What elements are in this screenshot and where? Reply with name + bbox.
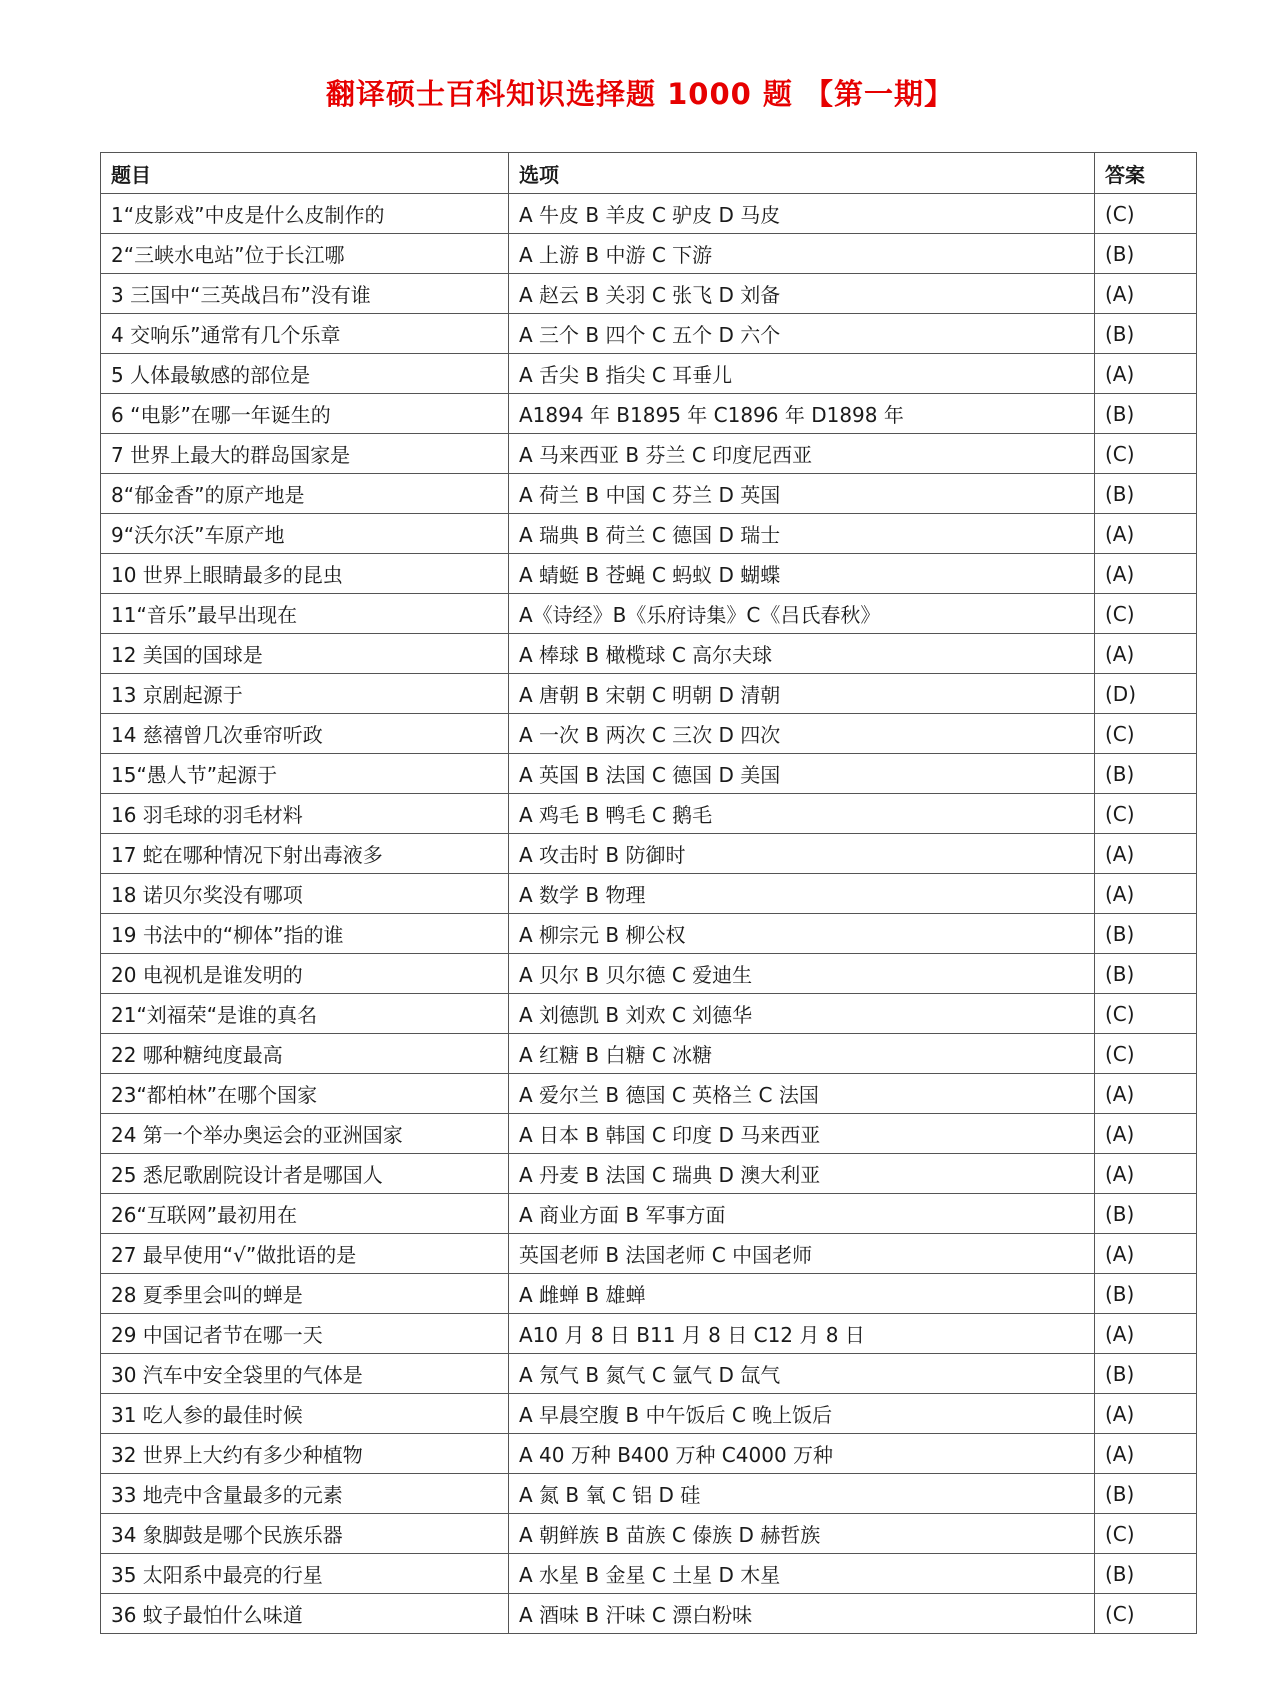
table-row <box>101 1194 1197 1234</box>
answer-cell: (B) <box>1095 234 1197 274</box>
question-cell: 34 象脚鼓是哪个民族乐器 <box>101 1514 509 1554</box>
answer-cell: (B) <box>1095 474 1197 514</box>
question-cell: 21“刘福荣“是谁的真名 <box>101 994 509 1034</box>
table-row <box>101 194 1197 234</box>
options-cell: A 赵云 B 关羽 C 张飞 D 刘备 <box>509 274 1095 314</box>
question-cell: 29 中国记者节在哪一天 <box>101 1314 509 1354</box>
question-cell: 26“互联网”最初用在 <box>101 1194 509 1234</box>
options-cell: A 水星 B 金星 C 土星 D 木星 <box>509 1554 1095 1594</box>
options-cell: A 雌蝉 B 雄蝉 <box>509 1274 1095 1314</box>
question-cell: 12 美国的国球是 <box>101 634 509 674</box>
table-row <box>101 434 1197 474</box>
table-row <box>101 354 1197 394</box>
options-cell: A 荷兰 B 中国 C 芬兰 D 英国 <box>509 474 1095 514</box>
question-cell: 15“愚人节”起源于 <box>101 754 509 794</box>
table-row <box>101 874 1197 914</box>
options-cell: A 蜻蜓 B 苍蝇 C 蚂蚁 D 蝴蝶 <box>509 554 1095 594</box>
question-cell: 32 世界上大约有多少种植物 <box>101 1434 509 1474</box>
table-row <box>101 1514 1197 1554</box>
answer-cell: (C) <box>1095 1034 1197 1074</box>
question-cell: 14 慈禧曾几次垂帘听政 <box>101 714 509 754</box>
question-cell: 35 太阳系中最亮的行星 <box>101 1554 509 1594</box>
header-options: 选项 <box>509 153 1095 194</box>
table-row <box>101 754 1197 794</box>
answer-cell: (A) <box>1095 634 1197 674</box>
answer-cell: (A) <box>1095 874 1197 914</box>
answer-cell: (B) <box>1095 314 1197 354</box>
answer-cell: (D) <box>1095 674 1197 714</box>
options-cell: A1894 年 B1895 年 C1896 年 D1898 年 <box>509 394 1095 434</box>
table-row <box>101 594 1197 634</box>
question-cell: 17 蛇在哪种情况下射出毒液多 <box>101 834 509 874</box>
question-cell: 7 世界上最大的群岛国家是 <box>101 434 509 474</box>
options-cell: A 酒味 B 汗味 C 漂白粉味 <box>509 1594 1095 1634</box>
answer-cell: (C) <box>1095 994 1197 1034</box>
table-row <box>101 1034 1197 1074</box>
header-answer: 答案 <box>1095 153 1197 194</box>
question-cell: 6 “电影”在哪一年诞生的 <box>101 394 509 434</box>
question-cell: 33 地壳中含量最多的元素 <box>101 1474 509 1514</box>
table-row <box>101 274 1197 314</box>
options-cell: A 红糖 B 白糖 C 冰糖 <box>509 1034 1095 1074</box>
table-body <box>101 194 1197 1634</box>
answer-cell: (B) <box>1095 754 1197 794</box>
question-cell: 25 悉尼歌剧院设计者是哪国人 <box>101 1154 509 1194</box>
question-cell: 22 哪种糖纯度最高 <box>101 1034 509 1074</box>
answer-cell: (A) <box>1095 274 1197 314</box>
options-cell: A 棒球 B 橄榄球 C 高尔夫球 <box>509 634 1095 674</box>
options-cell: A 氮 B 氧 C 铝 D 硅 <box>509 1474 1095 1514</box>
answer-cell: (C) <box>1095 1514 1197 1554</box>
answer-cell: (A) <box>1095 354 1197 394</box>
question-cell: 9“沃尔沃”车原产地 <box>101 514 509 554</box>
question-cell: 31 吃人参的最佳时候 <box>101 1394 509 1434</box>
answer-cell: (B) <box>1095 394 1197 434</box>
answer-cell: (B) <box>1095 914 1197 954</box>
options-cell: A 丹麦 B 法国 C 瑞典 D 澳大利亚 <box>509 1154 1095 1194</box>
question-cell: 28 夏季里会叫的蝉是 <box>101 1274 509 1314</box>
table-row <box>101 394 1197 434</box>
options-cell: A《诗经》B《乐府诗集》C《吕氏春秋》 <box>509 594 1095 634</box>
question-cell: 16 羽毛球的羽毛材料 <box>101 794 509 834</box>
answer-cell: (B) <box>1095 1554 1197 1594</box>
question-cell: 8“郁金香”的原产地是 <box>101 474 509 514</box>
answer-cell: (B) <box>1095 1354 1197 1394</box>
question-cell: 23“都柏林”在哪个国家 <box>101 1074 509 1114</box>
table-row <box>101 1074 1197 1114</box>
answer-cell: (A) <box>1095 1074 1197 1114</box>
table-row <box>101 1594 1197 1634</box>
table-row <box>101 834 1197 874</box>
options-cell: A 爱尔兰 B 德国 C 英格兰 C 法国 <box>509 1074 1095 1114</box>
question-cell: 36 蚊子最怕什么味道 <box>101 1594 509 1634</box>
options-cell: A 数学 B 物理 <box>509 874 1095 914</box>
question-cell: 30 汽车中安全袋里的气体是 <box>101 1354 509 1394</box>
table-row <box>101 1314 1197 1354</box>
table-row <box>101 954 1197 994</box>
answer-cell: (A) <box>1095 1234 1197 1274</box>
answer-cell: (C) <box>1095 434 1197 474</box>
table-row <box>101 634 1197 674</box>
options-cell: A 牛皮 B 羊皮 C 驴皮 D 马皮 <box>509 194 1095 234</box>
answer-cell: (C) <box>1095 1594 1197 1634</box>
question-cell: 10 世界上眼睛最多的昆虫 <box>101 554 509 594</box>
question-cell: 2“三峡水电站”位于长江哪 <box>101 234 509 274</box>
table-row <box>101 794 1197 834</box>
table-row <box>101 314 1197 354</box>
options-cell: A 贝尔 B 贝尔德 C 爱迪生 <box>509 954 1095 994</box>
table-row <box>101 234 1197 274</box>
question-cell: 19 书法中的“柳体”指的谁 <box>101 914 509 954</box>
table-row <box>101 474 1197 514</box>
options-cell: A10 月 8 日 B11 月 8 日 C12 月 8 日 <box>509 1314 1095 1354</box>
answer-cell: (A) <box>1095 514 1197 554</box>
table-row <box>101 1394 1197 1434</box>
options-cell: A 鸡毛 B 鸭毛 C 鹅毛 <box>509 794 1095 834</box>
answer-cell: (A) <box>1095 1434 1197 1474</box>
page-title: 翻译硕士百科知识选择题 1000 题 【第一期】 <box>325 77 954 111</box>
question-cell: 11“音乐”最早出现在 <box>101 594 509 634</box>
question-cell: 27 最早使用“√”做批语的是 <box>101 1234 509 1274</box>
table-row <box>101 994 1197 1034</box>
options-cell: A 朝鲜族 B 苗族 C 傣族 D 赫哲族 <box>509 1514 1095 1554</box>
table-row <box>101 1434 1197 1474</box>
options-cell: A 上游 B 中游 C 下游 <box>509 234 1095 274</box>
answer-cell: (B) <box>1095 954 1197 994</box>
answer-cell: (A) <box>1095 834 1197 874</box>
table-row <box>101 514 1197 554</box>
question-cell: 5 人体最敏感的部位是 <box>101 354 509 394</box>
options-cell: A 柳宗元 B 柳公权 <box>509 914 1095 954</box>
table-row <box>101 1354 1197 1394</box>
table-row <box>101 554 1197 594</box>
options-cell: A 三个 B 四个 C 五个 D 六个 <box>509 314 1095 354</box>
table-row <box>101 1234 1197 1274</box>
options-cell: A 氖气 B 氮气 C 氩气 D 氙气 <box>509 1354 1095 1394</box>
header-question: 题目 <box>101 153 509 194</box>
options-cell: A 一次 B 两次 C 三次 D 四次 <box>509 714 1095 754</box>
table-row <box>101 914 1197 954</box>
answer-cell: (C) <box>1095 714 1197 754</box>
options-cell: A 舌尖 B 指尖 C 耳垂儿 <box>509 354 1095 394</box>
options-cell: A 马来西亚 B 芬兰 C 印度尼西亚 <box>509 434 1095 474</box>
answer-cell: (C) <box>1095 594 1197 634</box>
question-cell: 3 三国中“三英战吕布”没有谁 <box>101 274 509 314</box>
quiz-table <box>100 152 1197 1634</box>
answer-cell: (A) <box>1095 554 1197 594</box>
table-row <box>101 1114 1197 1154</box>
options-cell: A 商业方面 B 军事方面 <box>509 1194 1095 1234</box>
question-cell: 1“皮影戏”中皮是什么皮制作的 <box>101 194 509 234</box>
options-cell: A 唐朝 B 宋朝 C 明朝 D 清朝 <box>509 674 1095 714</box>
table-row <box>101 714 1197 754</box>
question-cell: 18 诺贝尔奖没有哪项 <box>101 874 509 914</box>
question-cell: 24 第一个举办奥运会的亚洲国家 <box>101 1114 509 1154</box>
answer-cell: (B) <box>1095 1274 1197 1314</box>
options-cell: 英国老师 B 法国老师 C 中国老师 <box>509 1234 1095 1274</box>
options-cell: A 攻击时 B 防御时 <box>509 834 1095 874</box>
options-cell: A 日本 B 韩国 C 印度 D 马来西亚 <box>509 1114 1095 1154</box>
answer-cell: (C) <box>1095 194 1197 234</box>
answer-cell: (A) <box>1095 1154 1197 1194</box>
table-row <box>101 674 1197 714</box>
question-cell: 13 京剧起源于 <box>101 674 509 714</box>
answer-cell: (B) <box>1095 1474 1197 1514</box>
table-row <box>101 1274 1197 1314</box>
options-cell: A 瑞典 B 荷兰 C 德国 D 瑞士 <box>509 514 1095 554</box>
question-cell: 20 电视机是谁发明的 <box>101 954 509 994</box>
options-cell: A 早晨空腹 B 中午饭后 C 晚上饭后 <box>509 1394 1095 1434</box>
options-cell: A 英国 B 法国 C 德国 D 美国 <box>509 754 1095 794</box>
table-row <box>101 1554 1197 1594</box>
options-cell: A 40 万种 B400 万种 C4000 万种 <box>509 1434 1095 1474</box>
answer-cell: (A) <box>1095 1114 1197 1154</box>
answer-cell: (A) <box>1095 1314 1197 1354</box>
question-cell: 4 交响乐”通常有几个乐章 <box>101 314 509 354</box>
answer-cell: (B) <box>1095 1194 1197 1234</box>
table-header-row <box>101 153 1197 194</box>
answer-cell: (C) <box>1095 794 1197 834</box>
options-cell: A 刘德凯 B 刘欢 C 刘德华 <box>509 994 1095 1034</box>
answer-cell: (A) <box>1095 1394 1197 1434</box>
table-row <box>101 1474 1197 1514</box>
table-row <box>101 1154 1197 1194</box>
